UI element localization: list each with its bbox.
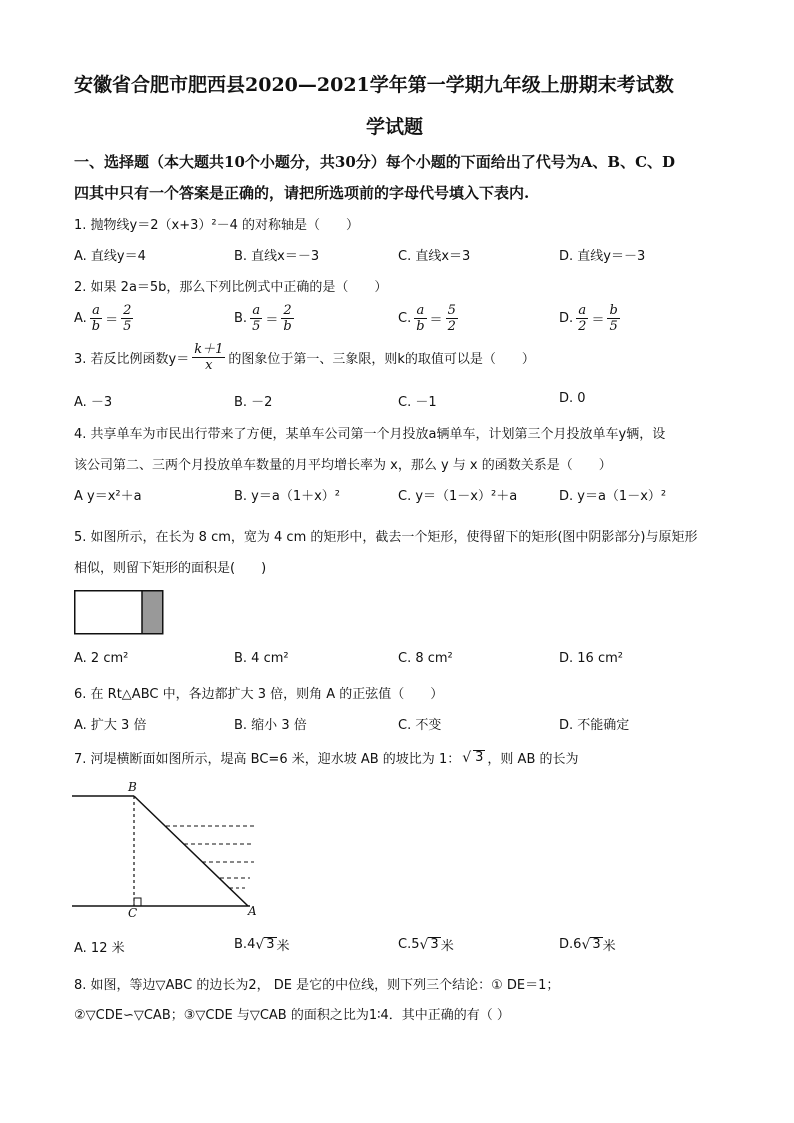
question-6-stem: 6. 在 Rt△ABC 中，各边都扩大 3 倍，则角 A 的正弦值（ ） [74,687,444,702]
fraction: $\frac{5}{2}$ [447,303,456,334]
fraction: $\frac{a}{2}$ [578,303,587,334]
fraction: $\frac{2}{b}$ [283,303,292,334]
question-1-stem: 1. 抛物线y＝2（x+3）²－4 的对称轴是（ ） [74,218,359,233]
page-title-line1: 安徽省合肥市肥西县2020—2021学年第一学期九年级上册期末考试数 [74,74,674,96]
question-4-option-c: C. y＝（1－x）²＋a [398,489,518,504]
option-letter: B. [234,311,248,326]
question-3-option-a: A. －3 [74,395,113,410]
question-6-option-d: D. 不能确定 [559,718,630,733]
question-5-option-c: C. 8 cm² [398,651,453,666]
sqrt-sign: √ [255,936,265,953]
section-header-line2: 四其中只有一个答案是正确的，请把所选项前的字母代号填入下表内. [74,184,530,202]
question-5-line2: 相似，则留下矩形的面积是( ) [74,561,267,576]
question-5-option-a: A. 2 cm² [74,651,129,666]
question-5-option-b: B. 4 cm² [234,651,289,666]
question-1-option-a: A. 直线y＝4 [74,249,146,264]
equals-sign: ＝ [429,313,443,328]
question-7-option-a: A. 12 米 [74,941,125,956]
point-label-b: B [128,780,137,794]
question-2-stem: 2. 如果 2a＝5b，那么下列比例式中正确的是（ ） [74,280,388,295]
question-7-option-b: B. 4 √ 3 米 [234,936,290,954]
question-1-option-d: D. 直线y＝－3 [559,249,646,264]
point-label-a: A [248,904,257,918]
question-4-option-b: B. y＝a（1＋x）² [234,489,341,504]
question-5-option-d: D. 16 cm² [559,651,623,666]
question-2-option-a [74,303,133,334]
question-1-option-b: B. 直线x＝－3 [234,249,320,264]
shaded-rectangle [142,591,163,634]
question-2-option-c [398,303,458,334]
option-letter: C. [398,311,412,326]
question-3-stem [74,342,535,373]
section-header-line1: 一、选择题（本大题共10个小题分，共30分）每个小题的下面给出了代号为A、B、C、D [74,153,676,171]
fraction: $\frac{a}{5}$ [252,303,261,334]
slope-ab [134,796,248,906]
question-4-option-d: D. y＝a（1－x）² [559,489,667,504]
question-7-option-d: D. 6 √ 3 米 [559,936,616,954]
question-3-prefix: 3. 若反比例函数y＝ [74,352,190,367]
point-label-c: C [128,906,138,920]
question-7-stem [74,748,579,767]
question-7-stem-after: ，则 AB 的长为 [487,752,579,767]
question-3-option-d: D. 0 [559,391,586,406]
question-2-option-b [234,303,294,334]
equals-sign: ＝ [591,313,605,328]
option-letter: A. [74,311,87,326]
question-4-option-a: A y＝x²＋a [74,489,142,504]
question-8-line1: 8. 如图，等边▽ABC 的边长为2， DE 是它的中位线，则下列三个结论：① DE＝1； [74,978,560,993]
sqrt-sign: √ [581,936,591,953]
fraction: $\frac{b}{5}$ [609,303,618,334]
fraction: $\frac{2}{5}$ [123,303,132,334]
question-5-line1: 5. 如图所示，在长为 8 cm，宽为 4 cm 的矩形中，截去一个矩形，使得留下的矩形(图中阴影部分)与原矩形 [74,530,698,545]
question-7-option-c: C. 5 √ 3 米 [398,936,454,954]
question-3-suffix: 的图象位于第一、三象限，则k的取值可以是（ ） [228,352,535,367]
question-4-line1: 4. 共享单车为市民出行带来了方便，某单车公司第一个月投放a辆单车，计划第三个月投放单车y辆，设 [74,427,666,442]
question-6-option-b: B. 缩小 3 倍 [234,718,307,733]
right-angle-mark [134,898,141,906]
fraction: $\frac{k+1}{x}$ [194,342,224,373]
fraction: $\frac{a}{b}$ [416,303,425,334]
option-letter: D. [559,311,574,326]
embankment-figure [70,780,270,920]
question-2-option-d [559,303,620,334]
question-7-stem-before: 7. 河堤横断面如图所示，堤高 BC=6 米，迎水坡 AB 的坡比为 1： [74,752,461,767]
question-6-option-c: C. 不变 [398,718,442,733]
question-3-option-c: C. －1 [398,395,437,410]
question-8-line2: ②▽CDE∽▽CAB；③▽CDE 与▽CAB 的面积之比为1∶4．其中正确的有（ ） [74,1008,510,1023]
question-1-option-c: C. 直线x＝3 [398,249,471,264]
question-6-option-a: A. 扩大 3 倍 [74,718,147,733]
sqrt-sign: √ [462,749,472,766]
sqrt-radicand: 3 [475,750,484,765]
equals-sign: ＝ [105,313,119,328]
question-4-line2: 该公司第二、三两个月投放单车数量的月平均增长率为 x，那么 y 与 x 的函数关系是（ ） [74,458,612,473]
fraction: $\frac{a}{b}$ [91,303,101,334]
page-title-line2: 学试题 [366,116,424,138]
equals-sign: ＝ [265,313,279,328]
sqrt-sign: √ [419,936,429,953]
rectangle-figure [74,590,166,636]
question-3-option-b: B. －2 [234,395,273,410]
